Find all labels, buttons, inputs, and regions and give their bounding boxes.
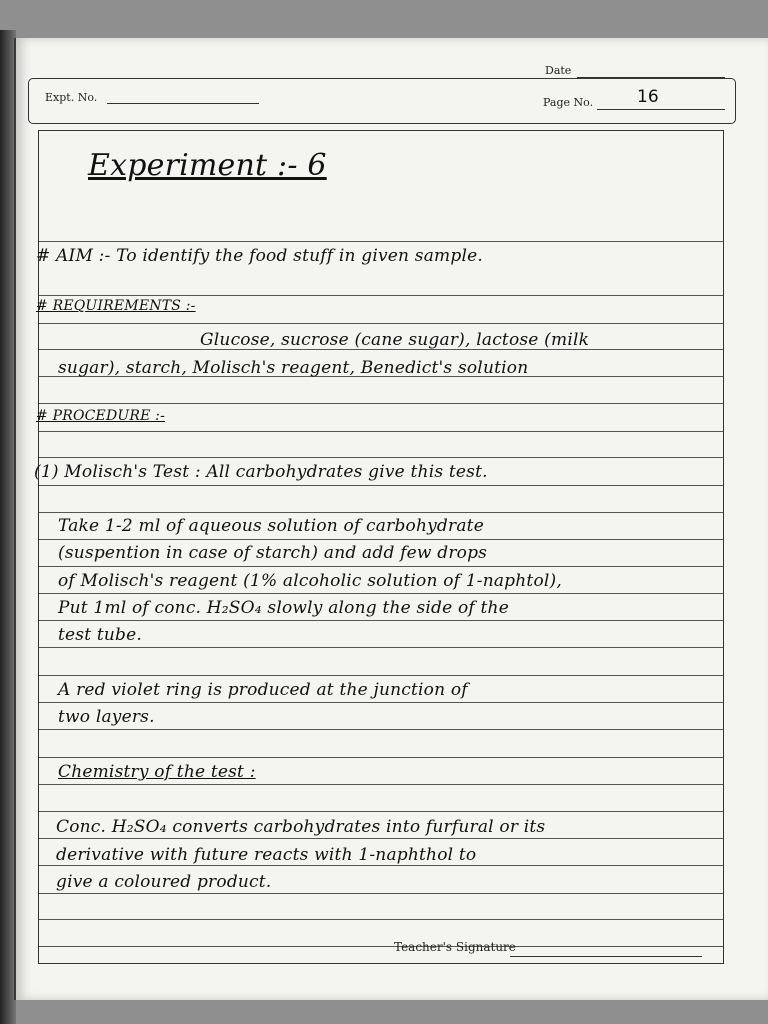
requirements-heading: # REQUIREMENTS :-	[36, 298, 196, 314]
procedure-para-1-line-4: Put 1ml of conc. H₂SO₄ slowly along the side of the	[58, 598, 509, 618]
result-line-1: A red violet ring is produced at the junction of	[58, 680, 468, 700]
ruled-line	[39, 566, 723, 567]
ruled-line	[39, 893, 723, 894]
ruled-line	[39, 457, 723, 458]
ruled-line	[39, 241, 723, 242]
ruled-line	[39, 757, 723, 758]
chemistry-heading: Chemistry of the test :	[58, 762, 256, 782]
chemistry-line-2: derivative with future reacts with 1-naphthol to	[56, 845, 477, 865]
date-label: Date	[545, 64, 572, 77]
date-line	[577, 77, 725, 78]
ruled-line	[39, 539, 723, 540]
procedure-para-1-line-3: of Molisch's reagent (1% alcoholic solution of 1-naphtol),	[58, 571, 562, 591]
ruled-line	[39, 675, 723, 676]
ruled-line	[39, 485, 723, 486]
ruled-line	[39, 865, 723, 866]
experiment-title: Experiment :- 6	[88, 148, 327, 183]
page-no-value: 16	[637, 87, 659, 107]
molisch-test-heading: (1) Molisch's Test : All carbohydrates give this test.	[34, 462, 488, 482]
procedure-para-1-line-1: Take 1-2 ml of aqueous solution of carbohydrate	[58, 516, 484, 536]
ruled-line	[39, 647, 723, 648]
aim-line: # AIM :- To identify the food stuff in given sample.	[36, 246, 483, 266]
page-header	[28, 64, 736, 124]
ruled-line	[39, 811, 723, 812]
ruled-line	[39, 403, 723, 404]
ruled-line	[39, 919, 723, 920]
ruled-line	[39, 323, 723, 324]
result-line-2: two layers.	[58, 707, 155, 727]
ruled-line	[39, 702, 723, 703]
ruled-line	[39, 838, 723, 839]
procedure-heading: # PROCEDURE :-	[36, 408, 166, 424]
procedure-para-1-line-5: test tube.	[58, 625, 142, 645]
chemistry-line-3: give a coloured product.	[56, 872, 272, 892]
ruled-line	[39, 512, 723, 513]
requirements-line-1: Glucose, sucrose (cane sugar), lactose (milk	[200, 330, 590, 350]
requirements-line-2: sugar), starch, Molisch's reagent, Benedict's solution	[58, 358, 529, 378]
ruled-line	[39, 431, 723, 432]
page-no-label: Page No.	[543, 96, 594, 109]
chemistry-line-1: Conc. H₂SO₄ converts carbohydrates into furfural or its	[56, 817, 546, 837]
page-no-line	[597, 109, 725, 110]
ruled-line	[39, 593, 723, 594]
ruled-line	[39, 295, 723, 296]
teacher-signature-line	[510, 956, 702, 957]
expt-no-line	[107, 103, 259, 104]
ruled-line	[39, 729, 723, 730]
ruled-line	[39, 946, 723, 947]
procedure-para-1-line-2: (suspention in case of starch) and add few drops	[58, 543, 488, 563]
teacher-signature-label: Teacher's Signature	[394, 940, 516, 954]
expt-no-label: Expt. No.	[45, 91, 98, 104]
ruled-line	[39, 620, 723, 621]
ruled-line	[39, 784, 723, 785]
